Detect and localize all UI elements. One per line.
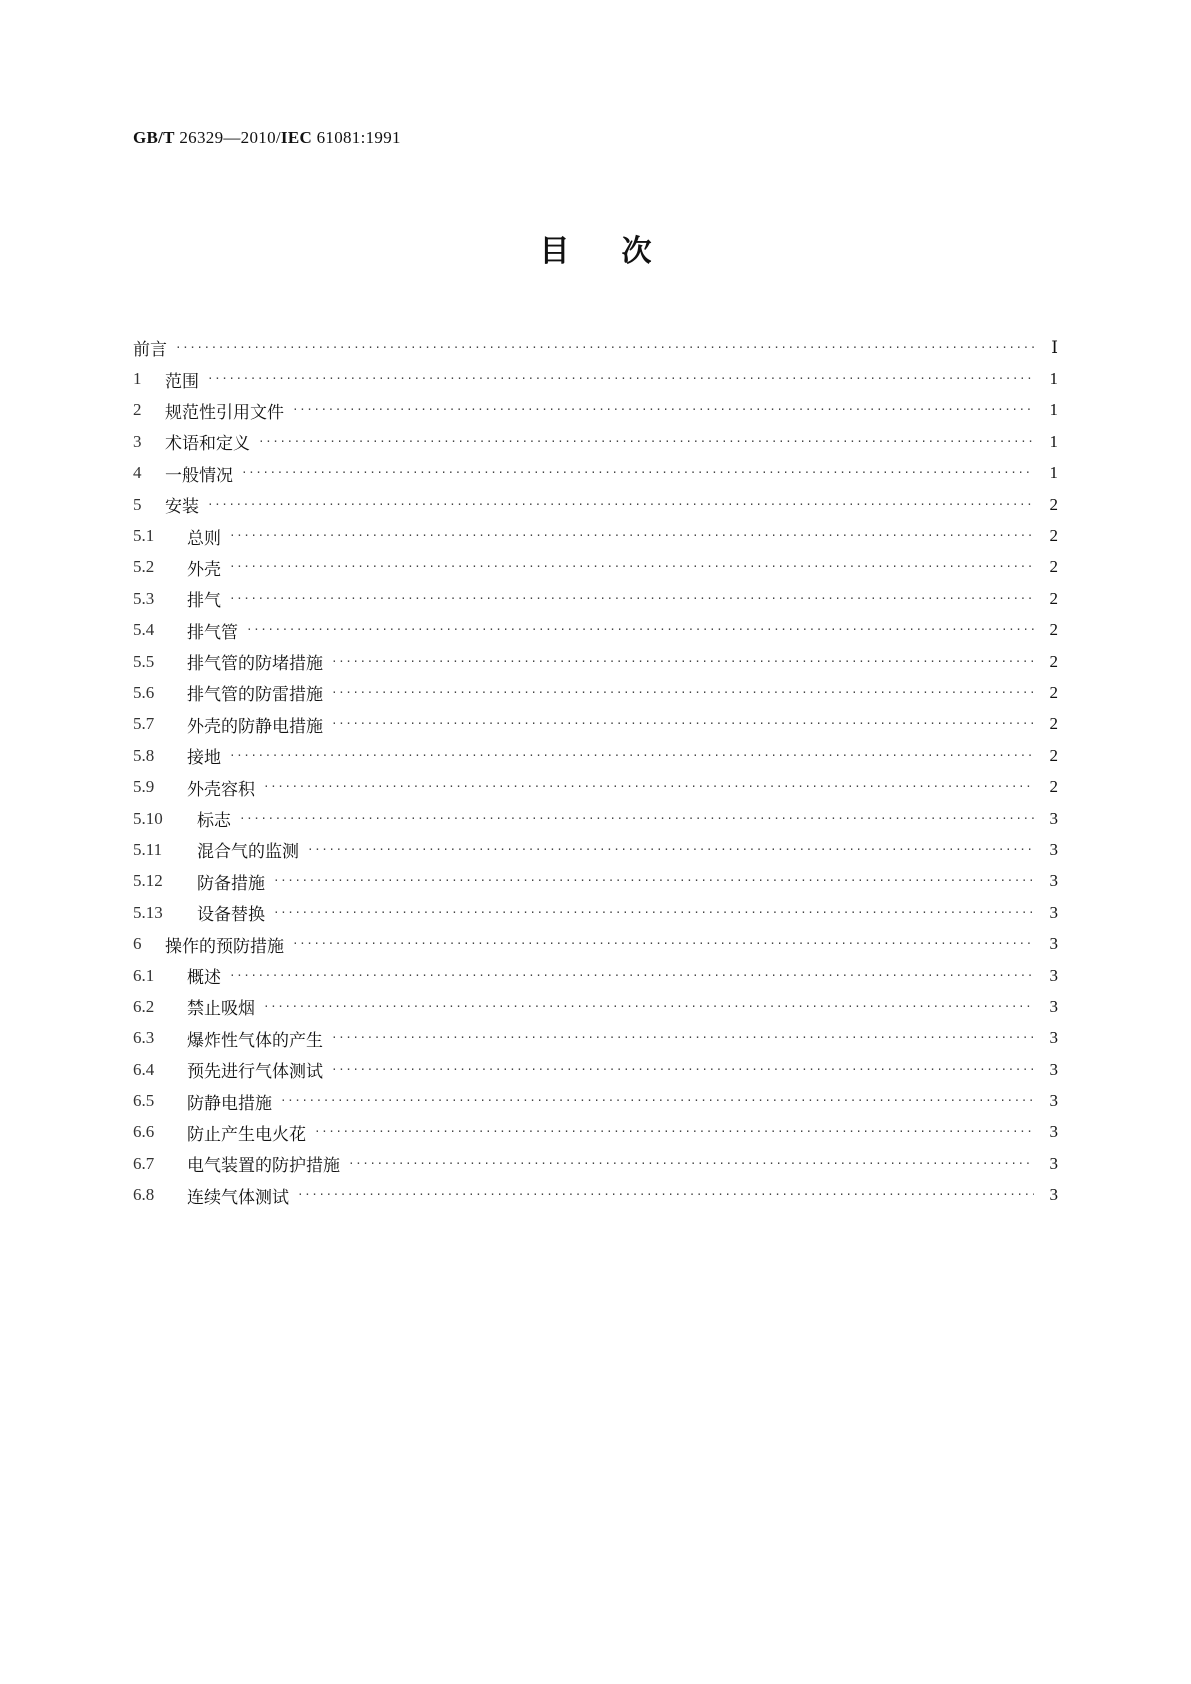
toc-entry-number: 6.1 — [133, 965, 155, 985]
toc-entry-page: 1 — [1049, 431, 1058, 451]
toc-entry-number: 5.12 — [133, 871, 163, 891]
toc-entry-title: 设备替换 — [197, 905, 265, 926]
toc-leader-dots — [229, 531, 1034, 545]
toc-entry-number: 5.4 — [133, 620, 155, 640]
toc-leader-dots — [331, 1065, 1034, 1079]
toc-leader-dots — [263, 1002, 1034, 1016]
toc-leader-dots — [297, 1190, 1034, 1204]
toc-entry-title: 连续气体测试 — [187, 1187, 289, 1208]
toc-entry[interactable] — [133, 1117, 1058, 1148]
toc-entry-title: 外壳容积 — [187, 779, 255, 800]
toc-entry-title: 禁止吸烟 — [187, 999, 255, 1020]
toc-leader-dots — [273, 908, 1034, 922]
toc-entry-page: 3 — [1049, 1153, 1058, 1173]
toc-entry[interactable] — [133, 1148, 1058, 1179]
toc-entry-title: 接地 — [187, 748, 221, 769]
toc-entry-number: 6.6 — [133, 1122, 155, 1142]
toc-entry[interactable] — [133, 332, 1058, 363]
standard-code-prefix: GB/T — [133, 128, 175, 147]
standard-code-number: 26329—2010/ — [174, 128, 281, 147]
toc-entry-title: 防静电措施 — [187, 1093, 272, 1114]
toc-entry[interactable] — [133, 803, 1058, 834]
toc-entry-page: 3 — [1049, 1185, 1058, 1205]
toc-entry[interactable] — [133, 866, 1058, 897]
toc-entry-page: 2 — [1049, 777, 1058, 797]
toc-entry[interactable] — [133, 395, 1058, 426]
toc-entry-number: 6 — [133, 934, 142, 954]
toc-entry-title: 排气 — [187, 591, 221, 612]
toc-entry-page: 2 — [1049, 620, 1058, 640]
toc-entry-number: 5.13 — [133, 902, 163, 922]
toc-entry-title: 爆炸性气体的产生 — [187, 1030, 323, 1051]
toc-leader-dots — [175, 343, 1034, 357]
toc-leader-dots — [280, 1096, 1034, 1110]
toc-entry[interactable] — [133, 991, 1058, 1022]
toc-leader-dots — [207, 374, 1034, 388]
toc-leader-dots — [207, 500, 1034, 514]
toc-entry-page: 2 — [1049, 557, 1058, 577]
toc-leader-dots — [292, 939, 1034, 953]
toc-entry[interactable] — [133, 615, 1058, 646]
toc-entry[interactable] — [133, 834, 1058, 865]
toc-entry-number: 5.3 — [133, 588, 155, 608]
page-title: 目次 — [539, 234, 704, 269]
toc-entry-page: 3 — [1049, 1091, 1058, 1111]
toc-entry-title: 电气装置的防护措施 — [187, 1156, 340, 1177]
toc-entry-title: 一般情况 — [165, 465, 233, 486]
toc-entry-number: 5.8 — [133, 745, 155, 765]
toc-entry-number: 6.3 — [133, 1028, 155, 1048]
toc-entry[interactable] — [133, 1180, 1058, 1211]
toc-entry[interactable] — [133, 771, 1058, 802]
toc-entry-title: 术语和定义 — [165, 434, 250, 455]
toc-entry[interactable] — [133, 426, 1058, 457]
toc-entry-title: 防止产生电火花 — [187, 1124, 306, 1145]
toc-entry-number: 5.6 — [133, 682, 155, 702]
toc-entry[interactable] — [133, 960, 1058, 991]
toc-entry-number: 1 — [133, 369, 142, 389]
toc-leader-dots — [246, 625, 1034, 639]
toc-entry-page: 3 — [1049, 934, 1058, 954]
toc-entry-page: 3 — [1049, 808, 1058, 828]
toc-entry-page: 2 — [1049, 588, 1058, 608]
toc-leader-dots — [348, 1159, 1034, 1173]
toc-entry-number: 2 — [133, 400, 142, 420]
toc-leader-dots — [292, 405, 1034, 419]
toc-entry-number: 5.11 — [133, 839, 163, 859]
toc-entry-title: 总则 — [187, 528, 221, 549]
toc-leader-dots — [331, 688, 1034, 702]
toc-entry[interactable] — [133, 363, 1058, 394]
toc-entry-page: 3 — [1049, 1059, 1058, 1079]
standard-number — [133, 128, 401, 148]
toc-entry-page: 3 — [1049, 965, 1058, 985]
toc-entry-title: 预先进行气体测试 — [187, 1062, 323, 1083]
toc-entry-number: 4 — [133, 463, 142, 483]
toc-entry-number: 3 — [133, 431, 142, 451]
toc-entry[interactable] — [133, 677, 1058, 708]
toc-entry-number: 6.4 — [133, 1059, 155, 1079]
toc-entry-number: 5.1 — [133, 526, 155, 546]
toc-entry-title: 排气管的防堵措施 — [187, 654, 323, 675]
toc-entry-page: 3 — [1049, 996, 1058, 1016]
toc-entry-title: 防备措施 — [197, 873, 265, 894]
table-of-contents — [133, 332, 1058, 1211]
toc-leader-dots — [229, 594, 1034, 608]
toc-entry-page: 1 — [1049, 463, 1058, 483]
toc-leader-dots — [331, 1033, 1034, 1047]
toc-entry-page: 1 — [1049, 369, 1058, 389]
toc-entry-page: 2 — [1049, 494, 1058, 514]
toc-entry-number: 5 — [133, 494, 142, 514]
toc-entry-number: 5.7 — [133, 714, 155, 734]
toc-entry[interactable] — [133, 928, 1058, 959]
toc-leader-dots — [241, 468, 1034, 482]
toc-leader-dots — [229, 562, 1034, 576]
toc-leader-dots — [258, 437, 1034, 451]
toc-entry[interactable] — [133, 740, 1058, 771]
toc-entry-page: 3 — [1049, 1122, 1058, 1142]
toc-entry-number: 5.10 — [133, 808, 163, 828]
toc-entry-page: 2 — [1049, 682, 1058, 702]
toc-entry-title: 标志 — [197, 811, 231, 832]
toc-entry-title: 规范性引用文件 — [165, 402, 284, 423]
toc-entry[interactable] — [133, 489, 1058, 520]
toc-leader-dots — [331, 719, 1034, 733]
toc-entry-title: 前言 — [133, 340, 167, 361]
toc-leader-dots — [273, 876, 1034, 890]
toc-entry-page: 1 — [1049, 400, 1058, 420]
toc-entry[interactable] — [133, 897, 1058, 928]
toc-entry-title: 外壳 — [187, 559, 221, 580]
toc-entry-number: 6.7 — [133, 1153, 155, 1173]
toc-entry[interactable] — [133, 552, 1058, 583]
toc-entry-title: 排气管的防雷措施 — [187, 685, 323, 706]
iec-code-prefix: IEC — [280, 128, 313, 147]
toc-entry-page: 3 — [1049, 1028, 1058, 1048]
toc-entry-title: 操作的预防措施 — [165, 936, 284, 957]
toc-entry-page: 3 — [1049, 871, 1058, 891]
toc-entry-page: 2 — [1049, 745, 1058, 765]
toc-entry-number: 5.5 — [133, 651, 155, 671]
toc-entry-number: 6.2 — [133, 996, 155, 1016]
toc-entry-title: 排气管 — [187, 622, 238, 643]
toc-entry-title: 概述 — [187, 968, 221, 988]
toc-entry-page: 2 — [1049, 651, 1058, 671]
toc-entry-page: 2 — [1049, 714, 1058, 734]
toc-entry-page: 3 — [1049, 839, 1058, 859]
toc-entry-title: 范围 — [165, 371, 199, 392]
toc-entry[interactable] — [133, 520, 1058, 551]
toc-leader-dots — [307, 845, 1034, 859]
toc-entry-number: 6.8 — [133, 1185, 155, 1205]
toc-entry-page: 2 — [1049, 526, 1058, 546]
toc-entry-number: 6.5 — [133, 1091, 155, 1111]
toc-entry-title: 安装 — [165, 497, 199, 518]
toc-entry-number: 5.9 — [133, 777, 155, 797]
toc-leader-dots — [229, 751, 1034, 765]
toc-entry-title: 混合气的监测 — [197, 842, 299, 863]
toc-leader-dots — [331, 657, 1034, 671]
toc-entry-number: 5.2 — [133, 557, 155, 577]
toc-entry[interactable] — [133, 646, 1058, 677]
toc-entry-page: 3 — [1049, 902, 1058, 922]
toc-leader-dots — [229, 971, 1034, 985]
toc-entry[interactable] — [133, 709, 1058, 740]
toc-entry[interactable] — [133, 1023, 1058, 1054]
toc-entry[interactable] — [133, 1085, 1058, 1116]
toc-entry-title: 外壳的防静电措施 — [187, 716, 323, 737]
toc-entry[interactable] — [133, 1054, 1058, 1085]
toc-entry[interactable] — [133, 458, 1058, 489]
toc-leader-dots — [239, 814, 1034, 828]
toc-entry-page: Ⅰ — [1051, 337, 1058, 357]
iec-code-number: 61081:1991 — [312, 128, 401, 147]
toc-entry[interactable] — [133, 583, 1058, 614]
toc-leader-dots — [314, 1127, 1034, 1141]
toc-leader-dots — [263, 782, 1034, 796]
